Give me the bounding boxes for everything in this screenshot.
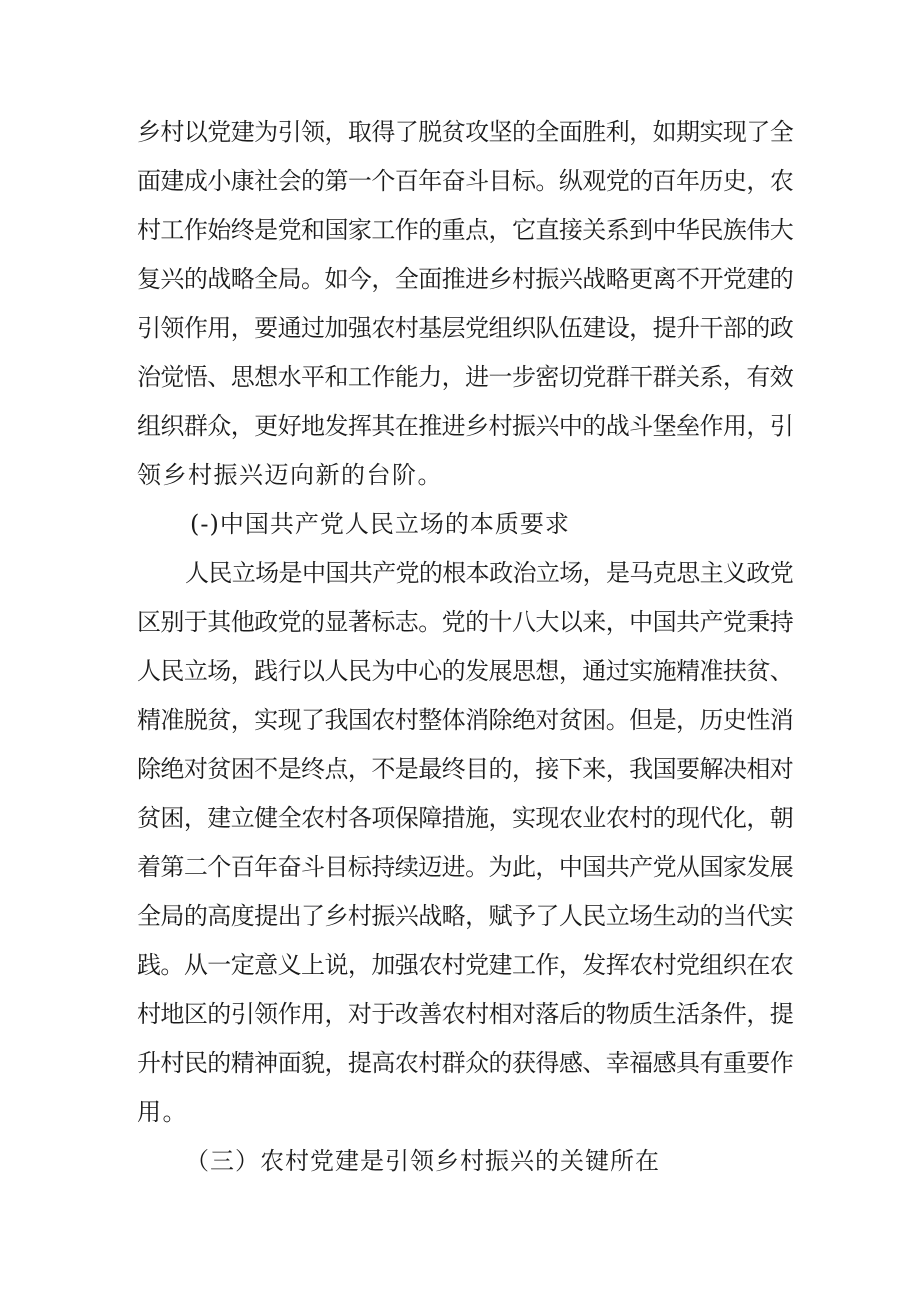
paragraph-line: 人民立场，践行以人民为中心的发展思想，通过实施精准扶贫、 <box>137 657 793 685</box>
paragraph-line: 面建成小康社会的第一个百年奋斗目标。纵观党的百年历史，农 <box>137 167 793 195</box>
paragraph-line: 践。从一定意义上说，加强农村党建工作，发挥农村党组织在农 <box>137 951 793 979</box>
section-heading-1: (-)中国共产党人民立场的本质要求 <box>190 510 570 538</box>
paragraph-line: 复兴的战略全局。如今，全面推进乡村振兴战略更离不开党建的 <box>137 265 793 293</box>
paragraph-line: 着第二个百年奋斗目标持续迈进。为此，中国共产党从国家发展 <box>137 853 793 881</box>
paragraph-line: 村地区的引领作用，对于改善农村相对落后的物质生活条件，提 <box>137 1000 793 1028</box>
paragraph-line: 升村民的精神面貌，提高农村群众的获得感、幸福感具有重要作 <box>137 1049 793 1077</box>
paragraph-line: 全局的高度提出了乡村振兴战略，赋予了人民立场生动的当代实 <box>137 902 793 930</box>
paragraph-line: 人民立场是中国共产党的根本政治立场，是马克思主义政党 <box>185 559 793 587</box>
paragraph-line: 乡村以党建为引领，取得了脱贫攻坚的全面胜利，如期实现了全 <box>137 118 793 146</box>
paragraph-line: 领乡村振兴迈向新的台阶。 <box>137 461 443 489</box>
paragraph-line: 治觉悟、思想水平和工作能力，进一步密切党群干群关系，有效 <box>137 363 793 391</box>
paragraph-line: 用。 <box>137 1098 188 1126</box>
section-heading-2: （三）农村党建是引领乡村振兴的关键所在 <box>185 1147 660 1175</box>
paragraph-line: 引领作用，要通过加强农村基层党组织队伍建设，提升干部的政 <box>137 314 793 342</box>
paragraph-line: 区别于其他政党的显著标志。党的十八大以来，中国共产党秉持 <box>137 608 793 636</box>
paragraph-line: 贫困，建立健全农村各项保障措施，实现农业农村的现代化，朝 <box>137 804 793 832</box>
paragraph-line: 村工作始终是党和国家工作的重点，它直接关系到中华民族伟大 <box>137 216 793 244</box>
paragraph-line: 除绝对贫困不是终点，不是最终目的，接下来，我国要解决相对 <box>137 755 793 783</box>
paragraph-line: 组织群众，更好地发挥其在推进乡村振兴中的战斗堡垒作用，引 <box>137 412 793 440</box>
paragraph-line: 精准脱贫，实现了我国农村整体消除绝对贫困。但是，历史性消 <box>137 706 793 734</box>
